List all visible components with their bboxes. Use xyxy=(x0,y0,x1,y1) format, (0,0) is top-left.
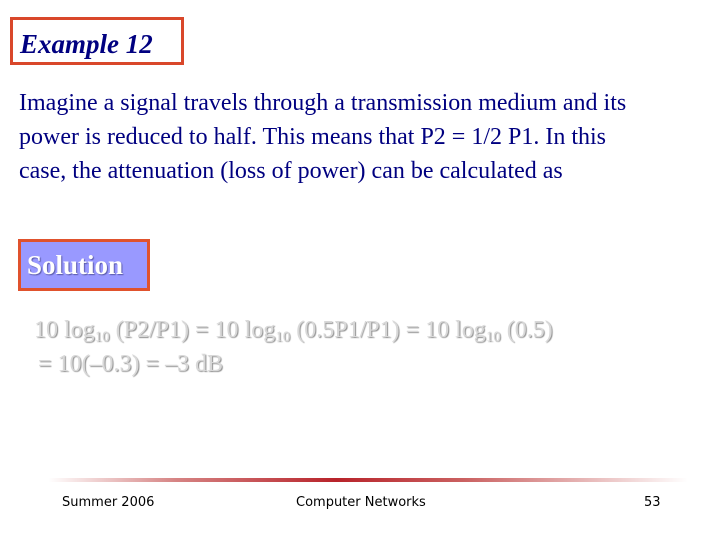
formula-part: (P2/P1) = 10 log xyxy=(109,317,276,343)
solution-formula xyxy=(34,313,694,381)
problem-statement: Imagine a signal travels through a transmission medium and its power is reduced to half. This means that P2 = 1/2 P1. In this case, the attenuation (loss of power) can be calculated as xyxy=(19,90,627,184)
footer-divider xyxy=(48,478,688,482)
formula-part: (0.5) xyxy=(500,317,553,343)
formula-part: 10 log xyxy=(34,317,95,343)
footer-date: Summer 2006 xyxy=(62,495,155,510)
formula-line-2: = 10(–0.3) = –3 dB xyxy=(38,351,224,377)
formula-subscript: 10 xyxy=(275,329,291,345)
footer-course: Computer Networks xyxy=(296,495,426,510)
formula-subscript: 10 xyxy=(485,329,501,345)
solution-label-box xyxy=(18,239,150,291)
example-title: Example 12 xyxy=(20,29,153,59)
solution-label: Solution xyxy=(27,250,124,280)
page-number: 53 xyxy=(644,495,661,510)
formula-part: (0.5P1/P1) = 10 log xyxy=(290,317,486,343)
formula-subscript: 10 xyxy=(94,329,110,345)
example-title-box xyxy=(10,17,184,65)
formula-line-1 xyxy=(34,317,553,343)
